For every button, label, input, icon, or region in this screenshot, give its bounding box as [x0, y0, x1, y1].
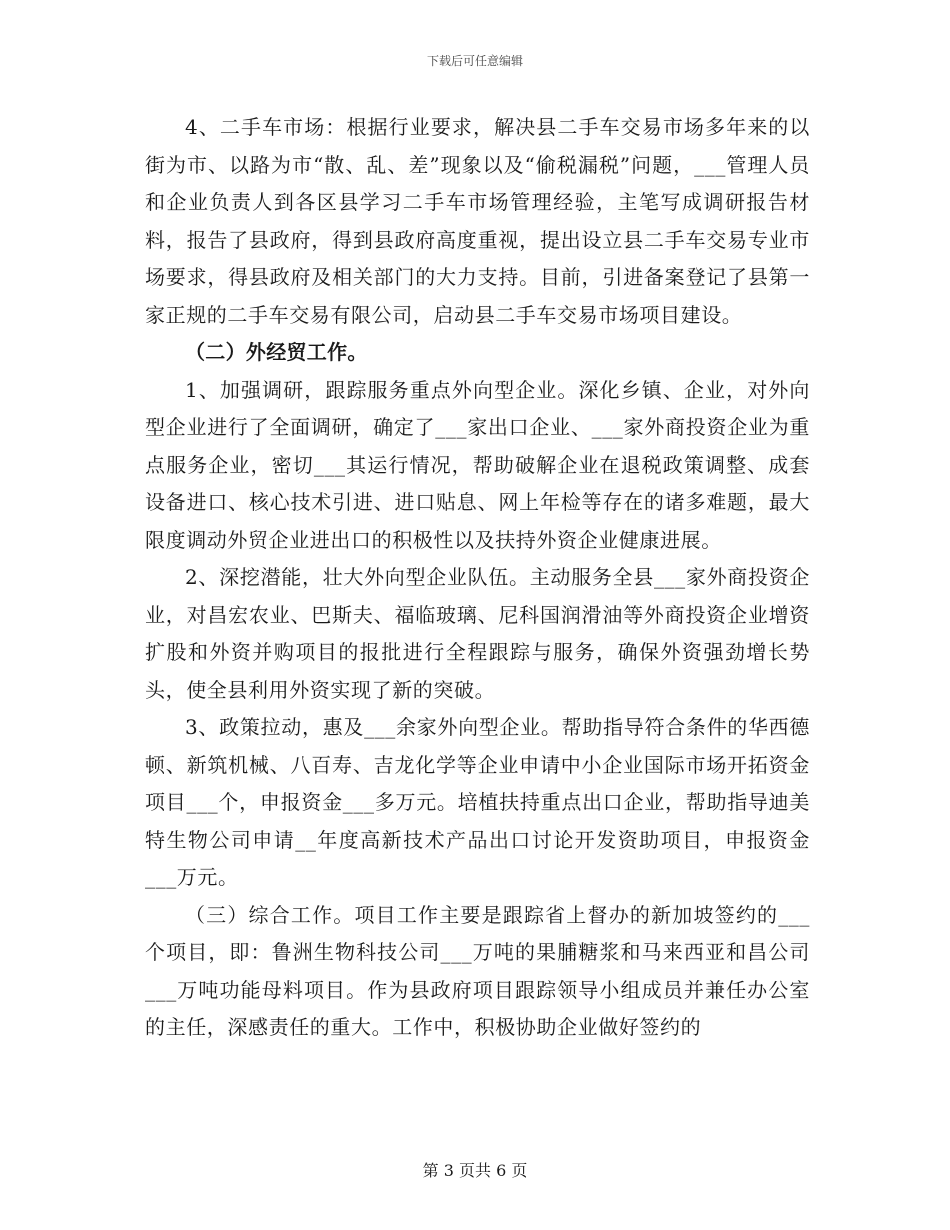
paragraph-used-car-market: 4、二手车市场：根据行业要求，解决县二手车交易市场多年来的以街为市、以路为市“散、乱、差”现象以及“偷税漏税”问题，___管理人员和企业负责人到各区县学习二手车市场管理经验，主笔写成调研报告材料，报告了县政府，得到县政府高度重视，提出设立县二手车交易专业市场要求，得县政府及相关部门的大力支持。目前，引进备案登记了县第一家正规的二手车交易有限公司，启动县二手车交易市场项目建设。	[145, 115, 810, 327]
section-heading-foreign-trade: （二）外经贸工作。	[185, 340, 368, 364]
page-header-note: 下载后可任意编辑	[426, 54, 523, 68]
page-number: 第 3 页共 6 页	[422, 1161, 528, 1180]
paragraph-potential-expansion: 2、深挖潜能，壮大外向型企业队伍。主动服务全县___家外商投资企业，对昌宏农业、巴斯夫、福临玻璃、尼科国润滑油等外商投资企业增资扩股和外资并购项目的报批进行全程跟踪与服务，确保外资强劲增长势头，使全县利用外资实现了新的突破。	[145, 565, 810, 702]
paragraph-comprehensive-work: （三）综合工作。项目工作主要是跟踪省上督办的新加坡签约的___个项目，即：鲁洲生物科技公司___万吨的果脯糖浆和马来西亚和昌公司___万吨功能母料项目。作为县政府项目跟踪领导小组成员并兼任办公室的主任，深感责任的重大。工作中，积极协助企业做好签约的	[145, 902, 810, 1039]
document-body	[145, 109, 810, 1047]
paragraph-policy-support: 3、政策拉动，惠及___余家外向型企业。帮助指导符合条件的华西德顿、新筑机械、八百寿、吉龙化学等企业申请中小企业国际市场开拓资金项目___个，申报资金___多万元。培植扶持重点出口企业，帮助指导迪美特生物公司申请__年度高新技术产品出口讨论开发资助项目，申报资金___万元。	[145, 715, 810, 889]
paragraph-research-service: 1、加强调研，跟踪服务重点外向型企业。深化乡镇、企业，对外向型企业进行了全面调研，确定了___家出口企业、___家外商投资企业为重点服务企业，密切___其运行情况，帮助破解企业在退税政策调整、成套设备进口、核心技术引进、进口贴息、网上年检等存在的诸多难题，最大限度调动外贸企业进出口的积极性以及扶持外资企业健康进展。	[145, 377, 810, 552]
